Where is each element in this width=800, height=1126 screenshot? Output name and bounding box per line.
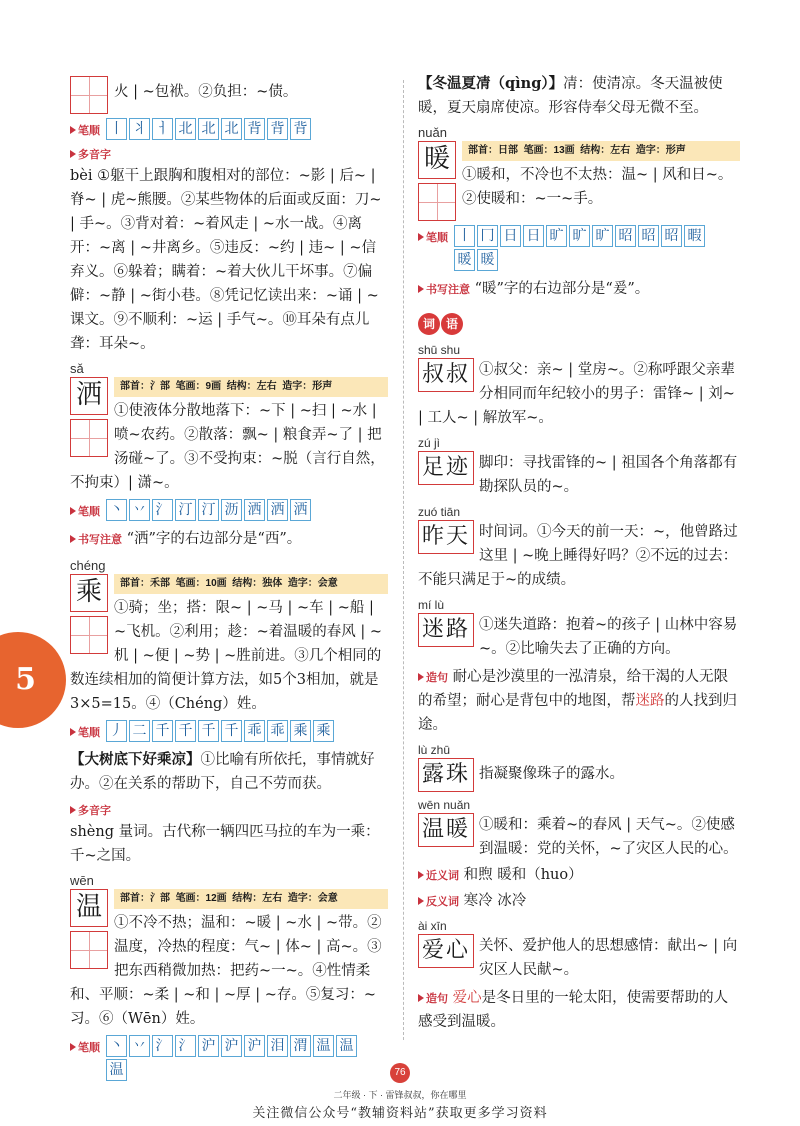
duoyin-label: 多音字 — [70, 802, 388, 820]
cheng-duoyin-text: shèng 量词。古代称一辆四匹马拉的车为一乘：千~之国。 — [70, 824, 380, 864]
nuan-def: ①暖和，不冷也不太热：温~ | 风和日~。②使暖和：~一~手。 — [462, 167, 733, 207]
stroke-step: 冂 — [477, 225, 498, 247]
char-pinyin: wēn — [70, 873, 94, 888]
stroke-step: 二 — [129, 720, 150, 742]
stroke-step: 旷 — [546, 225, 567, 247]
stroke-step: ㅓ — [152, 118, 173, 140]
char-pinyin: nuǎn — [418, 125, 447, 140]
entry-nuan — [418, 124, 740, 301]
stroke-step: 旷 — [592, 225, 613, 247]
writing-grid — [70, 931, 108, 969]
stroke-step: 丬 — [129, 118, 150, 140]
stroke-step: 温 — [313, 1035, 334, 1057]
stroke-step: 昭 — [615, 225, 636, 247]
stroke-step: 洒 — [267, 499, 288, 521]
stroke-step: 沪 — [244, 1035, 265, 1057]
aixin-zaoju: 造句 爱心是冬日里的一轮太阳，使需要帮助的人感受到温暖。 — [418, 990, 729, 1030]
word-entry: mí lù 迷路 ①迷失道路：抱着~的孩子 | 山林中容易~。②比喻失去了正确的方向。 造句 耐心是沙漠里的一泓清泉，给干渴的人无限的希望；耐心是背包中的地图，帮迷路的人找到归途。 — [418, 598, 740, 737]
stroke-step: 丿 — [106, 720, 127, 742]
word-entry: zuó tiān 昨天 时间词。①今天的前一天：~，他曾路过这里 | ~晚上睡得好吗？②不远的过去：不能只满足于~的成绩。 — [418, 505, 738, 588]
triangle-icon — [70, 150, 76, 158]
word-box: 昨天 — [418, 520, 474, 554]
wen-def: ①不冷不热；温和：~暖 | ~水 | ~带。②温度，冷热的程度：气~ | 体~ | 高~。③把东西稍微加热：把药~一~。④性情柔和、平顺：~柔 | ~和 | ~厚 | ~存。⑤复习：~习。⑥（Wēn）姓。 — [70, 915, 382, 1027]
cheng-strokes-row: 笔顺 丿 二 千 千 千 千 乖 乖 乘 乘 — [70, 722, 388, 742]
stroke-step: 日 — [523, 225, 544, 247]
stroke-order — [106, 118, 311, 140]
bei-strokes-row: 笔顺 丨 丬 ㅓ 北 北 北 背 背 背 — [70, 120, 388, 140]
cheng-def: ①骑；坐；搭：限~ | ~马 | ~车 | ~船 | ~飞机。②利用；趁：~着温暖的春风 | ~机 | ~便 | ~势 | ~胜前进。③几个相同的数连续相加的简便计算方法，如5个3相加，就是3×5=15。④（Chéng）姓。 — [70, 600, 383, 712]
stroke-step: 汀 — [175, 499, 196, 521]
stroke-step: 昭 — [638, 225, 659, 247]
stroke-order — [106, 499, 311, 521]
bei-duoyin-text: bèi ①躯干上跟胸和腹相对的部位：~影 | 后~ | 脊~ | 虎~熊腰。②某些物体的后面或反面：刀~ | 手~。③背对着：~着风走 | ~水一战。④离开：~离 | ~井离乡。⑤违反：~约 | 违~ | ~信弃义。⑥躲着；瞒着：~着大伙儿干坏事。⑦偏僻：~静 | ~街小巷。⑧凭记忆读出来：~诵 | ~课文。⑨不顺利：~运 | 手气~。⑩耳朵有点儿聋：耳朵~。 — [70, 168, 382, 352]
triangle-icon — [70, 535, 76, 543]
stroke-step: 丶 — [106, 499, 127, 521]
stroke-step: 沪 — [198, 1035, 219, 1057]
page-number: 76 — [390, 1063, 410, 1083]
bei-def-cont: 火 | ~包袱。②负担：~债。 — [114, 84, 298, 100]
nuan-strokes-row: 笔顺 丨 冂 日 日 旷 旷 旷 昭 昭 昭 暇 暖 暖 — [418, 227, 740, 271]
duoyin-label: 多音字 — [70, 146, 388, 164]
stroke-step: 渭 — [290, 1035, 311, 1057]
sa-note: 书写注意 “洒”字的右边部分是“西”。 — [70, 525, 388, 551]
word-entry: ài xīn 爱心 关怀、爱护他人的思想感情：献出~ | 向灾区人民献~。 造句 爱心是冬日里的一轮太阳，使需要帮助的人感受到温暖。 — [418, 919, 740, 1034]
char-box: 温 — [70, 889, 108, 927]
right-column — [418, 70, 740, 1034]
stroke-step: 乖 — [244, 720, 265, 742]
word-box: 爱心 — [418, 934, 474, 968]
wen-strokes-row: 笔顺 丶 丷 氵 氵 沪 沪 沪 泪 渭 温 温 温 — [70, 1037, 388, 1081]
word-box: 足迹 — [418, 451, 474, 485]
stroke-step: 乘 — [313, 720, 334, 742]
stroke-step: 昭 — [661, 225, 682, 247]
stroke-step: 乖 — [267, 720, 288, 742]
sa-strokes-row: 笔顺 丶 丷 氵 汀 汀 沥 洒 洒 洒 — [70, 501, 388, 521]
word-entry: zú jì 足迹 脚印：寻找雷锋的~ | 祖国各个角落都有勘探队员的~。 — [418, 436, 738, 495]
stroke-step: 乘 — [290, 720, 311, 742]
footer-book-title: 二年级 · 下 · 雷锋叔叔，你在哪里 — [333, 1090, 467, 1100]
char-info: 部首：氵部 笔画：12画 结构：左右 造字：会意 — [114, 889, 388, 909]
stroke-step: 丨 — [454, 225, 475, 247]
stroke-step: 沪 — [221, 1035, 242, 1057]
stroke-step: 暇 — [684, 225, 705, 247]
stroke-step: 千 — [221, 720, 242, 742]
fanyi: 反义词 寒冷 冰冷 — [418, 887, 740, 913]
char-box: 乘 — [70, 574, 108, 612]
stroke-step: 暖 — [454, 249, 475, 271]
stroke-step: 温 — [336, 1035, 357, 1057]
section-heading-words: 词 语 — [418, 313, 740, 335]
stroke-step: 氵 — [152, 1035, 173, 1057]
stroke-step: 北 — [221, 118, 242, 140]
stroke-step: 丨 — [106, 118, 127, 140]
dongwen-idiom: 【冬温夏凊（qìng）】凊：使清凉。冬天温被使暖，夏天扇席使凉。形容侍奉父母无微不至。 — [418, 75, 723, 116]
stroke-step: 北 — [175, 118, 196, 140]
word-box: 叔叔 — [418, 358, 474, 392]
stroke-step: 背 — [267, 118, 288, 140]
stroke-step: 丷 — [129, 1035, 150, 1057]
stroke-step: 汀 — [198, 499, 219, 521]
entry-cheng — [70, 557, 388, 868]
word-entry: shū shu 叔叔 ①叔父：亲~ | 堂房~。②称呼跟父亲辈分相同而年纪较小的男子：雷锋~ | 刘~ | 工人~ | 解放军~。 — [418, 343, 735, 426]
stroke-step: 旷 — [569, 225, 590, 247]
triangle-icon — [418, 994, 424, 1002]
stroke-order — [454, 225, 724, 271]
stroke-step: 北 — [198, 118, 219, 140]
triangle-icon — [70, 728, 76, 736]
triangle-icon — [418, 233, 424, 241]
stroke-step: 暖 — [477, 249, 498, 271]
triangle-icon — [70, 806, 76, 814]
triangle-icon — [418, 673, 424, 681]
footer-promo: 关注微信公众号“教辅资料站”获取更多学习资料 — [252, 1106, 548, 1121]
stroke-step: 千 — [175, 720, 196, 742]
stroke-step: 日 — [500, 225, 521, 247]
stroke-step: 背 — [244, 118, 265, 140]
word-box: 露珠 — [418, 758, 474, 792]
stroke-step: 丷 — [129, 499, 150, 521]
triangle-icon — [70, 507, 76, 515]
column-divider — [403, 80, 404, 1040]
char-info: 部首：氵部 笔画：9画 结构：左右 造字：形声 — [114, 377, 388, 397]
char-pinyin: chéng — [70, 558, 106, 573]
triangle-icon — [70, 1043, 76, 1051]
entry-sa — [70, 360, 388, 551]
word-entry: lù zhū 露珠 指凝聚像珠子的露水。 — [418, 743, 740, 792]
writing-grid — [70, 76, 108, 114]
nuan-note: 书写注意 “暖”字的右边部分是“爰”。 — [418, 275, 740, 301]
triangle-icon — [418, 285, 424, 293]
stroke-step: 沥 — [221, 499, 242, 521]
word-list — [418, 343, 740, 1034]
stroke-step: 千 — [152, 720, 173, 742]
char-pinyin: sǎ — [70, 361, 84, 376]
jinyi: 近义词 和煦 暖和（huo） — [418, 861, 740, 887]
char-info: 部首：日部 笔画：13画 结构：左右 造字：形声 — [462, 141, 740, 161]
cheng-idiom: 【大树底下好乘凉】①比喻有所依托，事情就好办。②在关系的帮助下，自己不劳而获。 — [70, 751, 375, 792]
writing-grid — [70, 419, 108, 457]
stroke-order — [106, 1035, 366, 1081]
writing-grid — [70, 616, 108, 654]
stroke-step: 氵 — [152, 499, 173, 521]
entry-wen — [70, 872, 388, 1081]
milu-zaoju: 造句 耐心是沙漠里的一泓清泉，给干渴的人无限的希望；耐心是背包中的地图，帮迷路的人找到归途。 — [418, 669, 737, 733]
char-box: 暖 — [418, 141, 456, 179]
triangle-icon — [418, 897, 424, 905]
word-box: 迷路 — [418, 613, 474, 647]
char-box: 洒 — [70, 377, 108, 415]
char-info: 部首：禾部 笔画：10画 结构：独体 造字：会意 — [114, 574, 388, 594]
stroke-step: 洒 — [290, 499, 311, 521]
left-column — [70, 70, 388, 1081]
word-entry: wēn nuǎn 温暖 ①暖和：乘着~的春风 | 天气~。②使感到温暖：党的关怀，~了灾区人民的心。 近义词 和煦 暖和（huo） 反义词 寒冷 冰冷 — [418, 798, 740, 913]
chapter-tab: 5 — [0, 632, 66, 728]
entry-bei-continued — [70, 70, 388, 356]
stroke-step: 洒 — [244, 499, 265, 521]
stroke-step: 温 — [106, 1059, 127, 1081]
stroke-step: 千 — [198, 720, 219, 742]
stroke-order — [106, 720, 334, 742]
triangle-icon — [418, 871, 424, 879]
stroke-step: 背 — [290, 118, 311, 140]
word-box: 温暖 — [418, 813, 474, 847]
stroke-step: 丶 — [106, 1035, 127, 1057]
sa-def: ①使液体分散地落下：~下 | ~扫 | ~水 | 喷~农药。②散落：飘~ | 粮食弄~了 | 把汤碰~了。③不受拘束：~脱（言行自然，不拘束）| 潇~。 — [70, 403, 385, 491]
triangle-icon — [70, 126, 76, 134]
stroke-step: 氵 — [175, 1035, 196, 1057]
writing-grid — [418, 183, 456, 221]
stroke-step: 泪 — [267, 1035, 288, 1057]
